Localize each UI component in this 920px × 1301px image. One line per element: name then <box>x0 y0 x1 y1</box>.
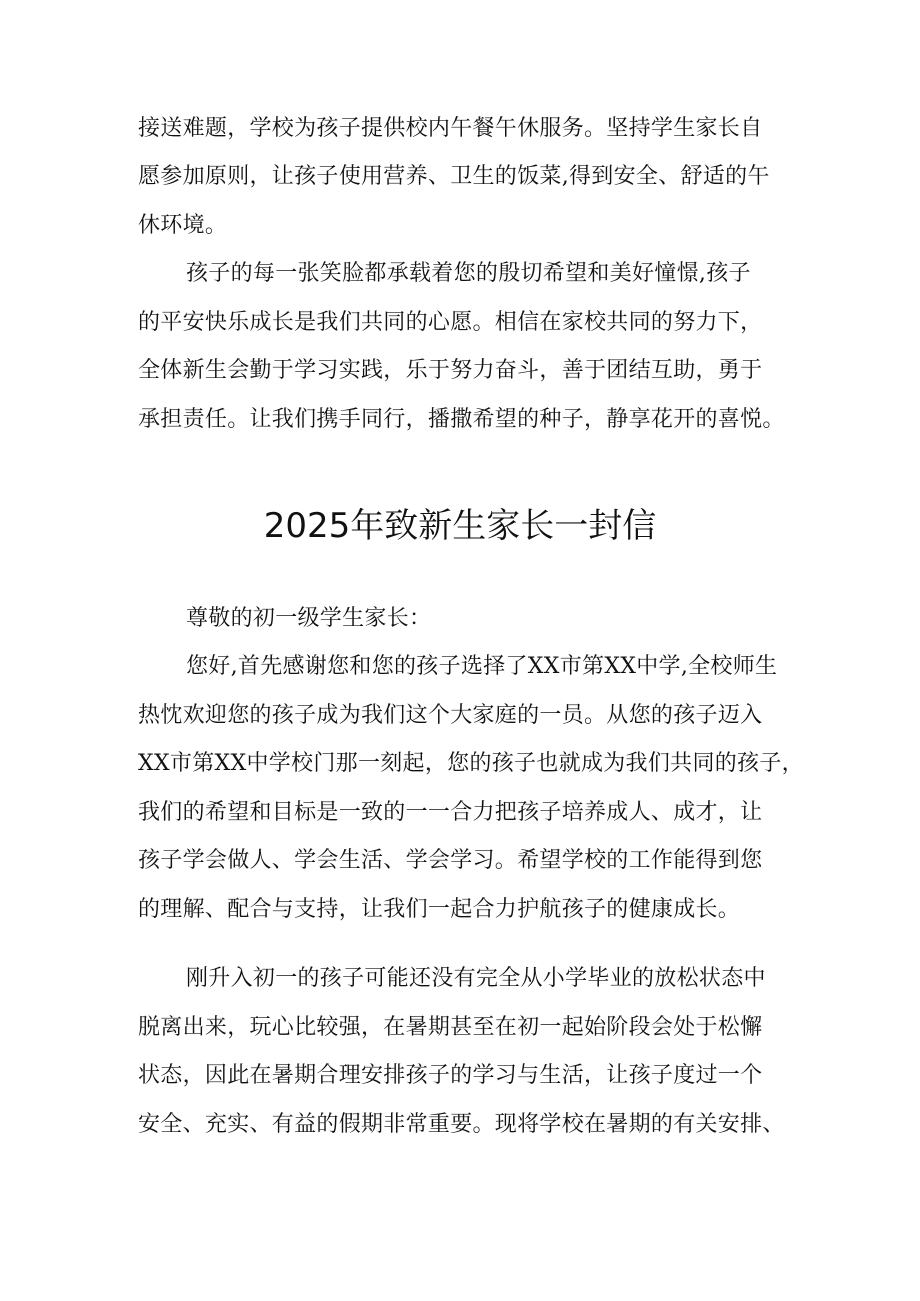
body-line: 的理解、配合与支持，让我们一起合力护航孩子的健康成长。 <box>138 897 741 922</box>
body-line: XX市第XX中学校门那一刻起，您的孩子也就成为我们共同的孩子， <box>138 751 804 776</box>
body-line: 孩子的每一张笑脸都承载着您的殷切希望和美好憧憬,孩子 <box>186 261 751 286</box>
body-line: 状态，因此在暑期合理安排孩子的学习与生活，让孩子度过一个 <box>138 1063 763 1088</box>
body-line: 孩子学会做人、学会生活、学会学习。希望学校的工作能得到您 <box>138 848 763 873</box>
body-line: 承担责任。让我们携手同行，播撒希望的种子，静享花开的喜悦。 <box>138 407 785 432</box>
body-line: 全体新生会勤于学习实践，乐于努力奋斗，善于团结互助，勇于 <box>138 358 763 383</box>
body-line: 我们的希望和目标是一致的一一合力把孩子培养成人、成才，让 <box>138 800 763 825</box>
body-line: 休环境。 <box>138 213 228 238</box>
salutation: 尊敬的初一级学生家长： <box>186 606 432 631</box>
body-line: 愿参加原则，让孩子使用营养、卫生的饭菜,得到安全、舒适的午 <box>138 164 770 189</box>
body-line: 刚升入初一的孩子可能还没有完全从小学毕业的放松状态中 <box>186 966 766 991</box>
body-line: 脱离出来，玩心比较强，在暑期甚至在初一起始阶段会处于松懈 <box>138 1015 763 1040</box>
body-line: 接送难题，学校为孩子提供校内午餐午休服务。坚持学生家长自 <box>138 116 763 141</box>
body-line: 热忱欢迎您的孩子成为我们这个大家庭的一员。从您的孩子迈入 <box>138 703 763 728</box>
body-line: 的平安快乐成长是我们共同的心愿。相信在家校共同的努力下， <box>138 310 763 335</box>
letter-title: 2025年致新生家长一封信 <box>263 506 657 546</box>
body-line: 安全、充实、有益的假期非常重要。现将学校在暑期的有关安排、 <box>138 1112 785 1137</box>
body-line: 您好,首先感谢您和您的孩子选择了XX市第XX中学,全校师生 <box>186 654 778 679</box>
